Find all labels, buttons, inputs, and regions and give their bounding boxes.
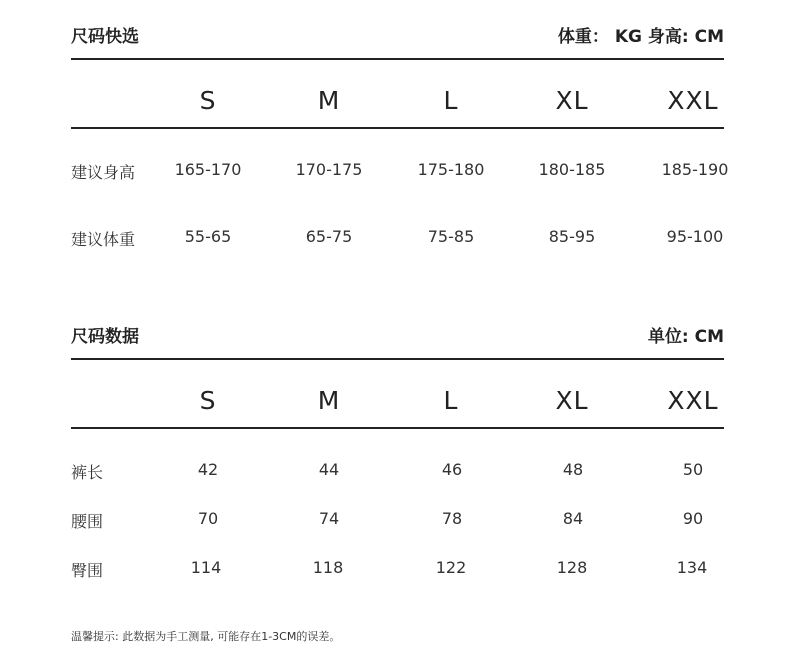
row-label-weight: 建议体重 (71, 230, 136, 249)
table-cell: 50 (682, 460, 704, 479)
table-cell: 65-75 (305, 227, 353, 246)
table-cell: 85-95 (548, 227, 596, 246)
table-cell: 128 (556, 558, 588, 577)
table-cell: 122 (435, 558, 467, 577)
table-cell: 44 (318, 460, 340, 479)
table-cell: 185-190 (661, 160, 729, 179)
row-label-height: 建议身高 (71, 163, 136, 182)
table-cell: 78 (441, 509, 463, 528)
table-cell: 75-85 (427, 227, 475, 246)
quick-select-unit-note: 体重： KG 身高: CM (557, 27, 724, 47)
size-label-l: L (443, 386, 459, 415)
table-cell: 84 (562, 509, 584, 528)
data-top-rule (71, 358, 724, 360)
table-cell: 114 (190, 558, 222, 577)
quick-select-title: 尺码快选 (71, 27, 139, 47)
size-label-xl: XL (555, 86, 589, 115)
size-data-title: 尺码数据 (71, 327, 139, 347)
table-cell: 90 (682, 509, 704, 528)
table-cell: 118 (312, 558, 344, 577)
size-data-unit-note: 单位: CM (647, 327, 724, 347)
table-cell: 46 (441, 460, 463, 479)
table-cell: 165-170 (174, 160, 242, 179)
data-header-rule (71, 427, 724, 429)
quick-header-rule (71, 127, 724, 129)
size-label-m: M (317, 386, 341, 415)
row-label-pants-length: 裤长 (71, 463, 104, 482)
table-cell: 134 (676, 558, 708, 577)
size-label-xxl: XXL (667, 86, 719, 115)
table-cell: 42 (197, 460, 219, 479)
size-label-m: M (317, 86, 341, 115)
row-label-hip: 臀围 (71, 561, 104, 580)
table-cell: 55-65 (184, 227, 232, 246)
size-label-xl: XL (555, 386, 589, 415)
size-label-s: S (199, 86, 217, 115)
size-label-xxl: XXL (667, 386, 719, 415)
quick-top-rule (71, 58, 724, 60)
table-cell: 180-185 (538, 160, 606, 179)
row-label-waist: 腰围 (71, 512, 104, 531)
table-cell: 95-100 (666, 227, 724, 246)
table-cell: 48 (562, 460, 584, 479)
size-label-s: S (199, 386, 217, 415)
table-cell: 170-175 (295, 160, 363, 179)
size-label-l: L (443, 86, 459, 115)
measurement-disclaimer: 温馨提示: 此数据为手工测量, 可能存在1-3CM的误差。 (71, 630, 341, 643)
table-cell: 74 (318, 509, 340, 528)
table-cell: 70 (197, 509, 219, 528)
table-cell: 175-180 (417, 160, 485, 179)
